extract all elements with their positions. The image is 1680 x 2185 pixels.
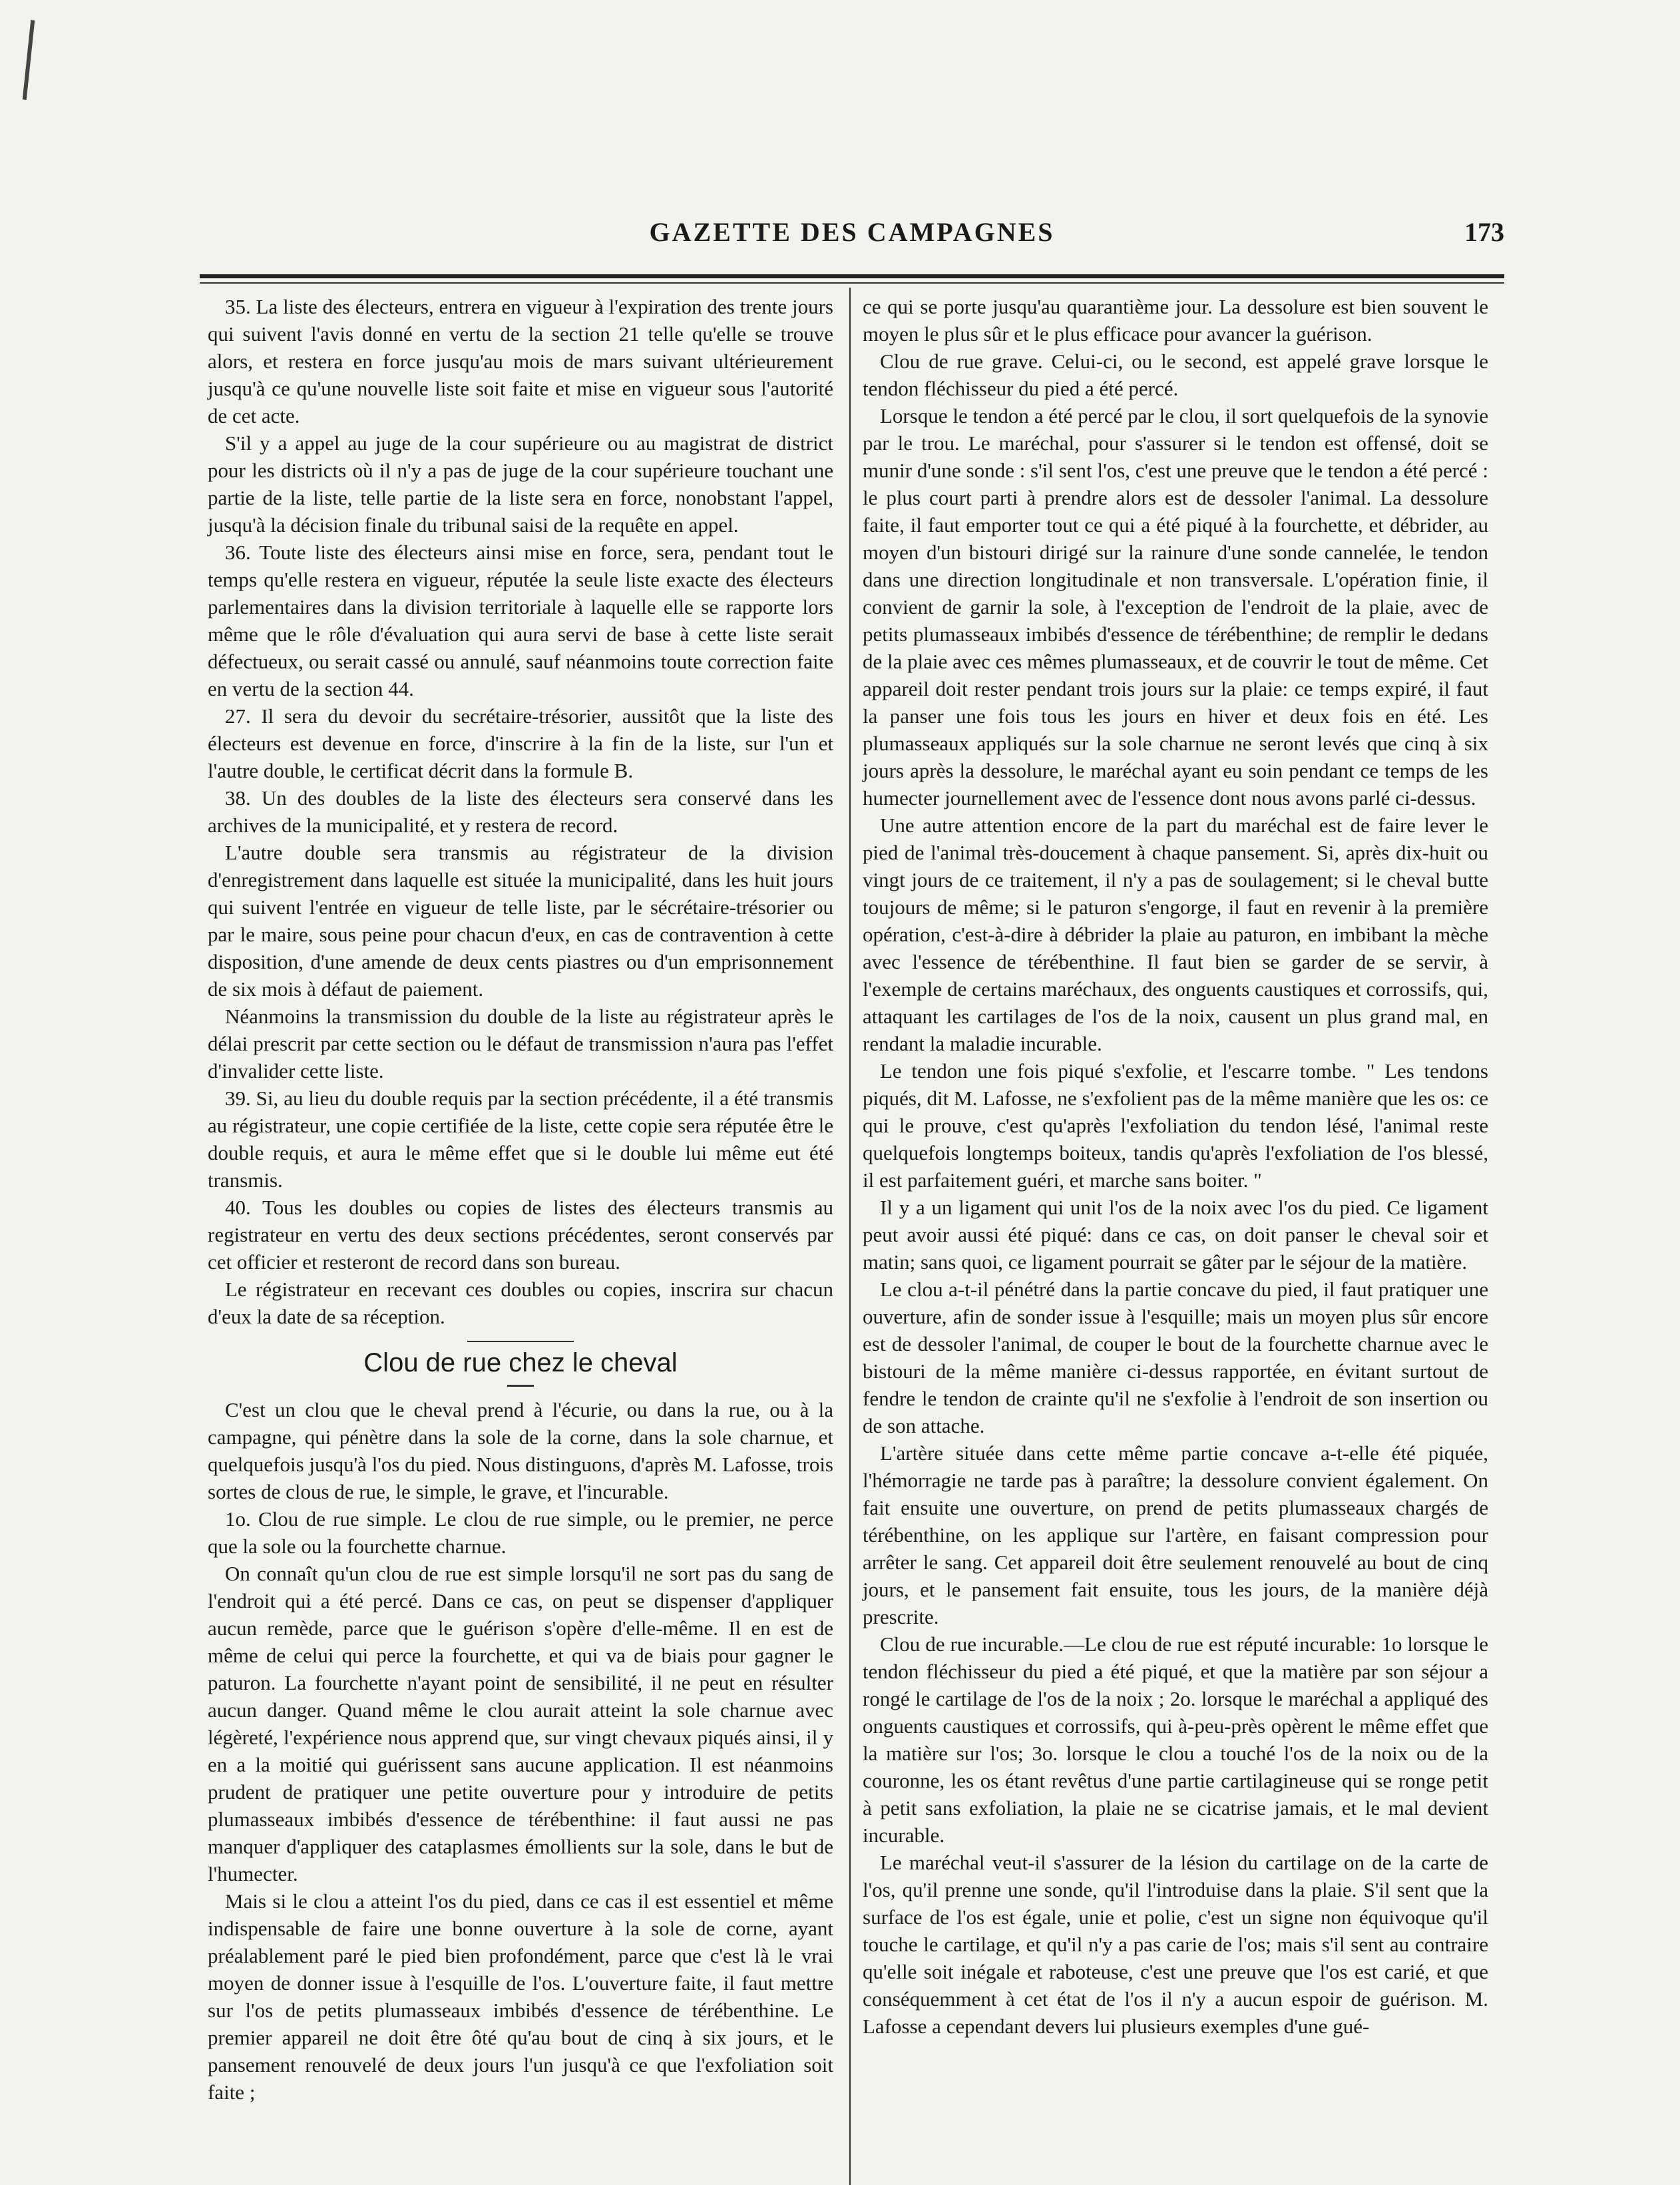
page-number: 173	[1464, 217, 1504, 247]
column-divider	[849, 288, 851, 2185]
paragraph: Une autre attention encore de la part du maréchal est de faire lever le pied de l'animal très-doucement à chaque pansement. Si, après dix-huit ou vingt jours de ce traitement, il n'y a pas de soulagement; si le cheval butte toujours de même; si le paturon s'engorge, il faut en revenir à la première opération, c'est-à-dire à débrider la plaie au paturon, en imbibant la mèche avec l'essence de térébenthine. Il faut bien se garder de se servir, à l'exemple de certains maréchaux, des onguents caustiques et corrossifs, qui, attaquant les cartilages de l'os de la noix, causent un plus grand mal, en rendant la maladie incurable.	[863, 814, 1488, 1055]
paragraph: L'autre double sera transmis au régistrateur de la division d'enregistrement dans laquelle est située la municipalité, dans les huit jours qui suivent l'entrée en vigueur de telle liste, par le sécrétaire-trésorier ou par le maire, sous peine pour chacun d'eux, en cas de contravention à cette disposition, d'une amende de deux cents piastres ou d'un emprisonnement de six mois à défaut de paiement.	[208, 841, 833, 1001]
left-column	[208, 293, 833, 2106]
right-column	[863, 293, 1488, 2040]
paragraph: 38. Un des doubles de la liste des électeurs sera conservé dans les archives de la municipalité, et y restera de record.	[208, 786, 833, 837]
header-rule-thin	[200, 282, 1504, 284]
margin-mark	[23, 20, 35, 100]
article-title: Clou de rue chez le cheval	[363, 1348, 678, 1377]
paragraph: 1o. Clou de rue simple. Le clou de rue simple, ou le premier, ne perce que la sole ou la fourchette charnue.	[208, 1507, 833, 1558]
paragraph: 35. La liste des électeurs, entrera en vigueur à l'expiration des trente jours qui suivent l'avis donné en vertu de la section 21 telle qu'elle se trouve alors, et restera en force jusqu'au mois de mars suivant ultérieurement jusqu'à ce qu'une nouvelle liste soit faite et mise en vigueur sous l'autorité de cet acte.	[208, 295, 833, 427]
paragraph: 36. Toute liste des électeurs ainsi mise en force, sera, pendant tout le temps qu'elle restera en vigueur, réputée la seule liste exacte des électeurs parlementaires dans la division territoriale à laquelle elle se rapporte lors même que le rôle d'évaluation qui aura servi de base à cette liste serait défectueux, ou serait cassé ou annulé, sauf néanmoins toute correction faite en vertu de la section 44.	[208, 541, 833, 700]
masthead-title: GAZETTE DES CAMPAGNES	[649, 217, 1055, 247]
paragraph: Mais si le clou a atteint l'os du pied, dans ce cas il est essentiel et même indispensable de faire une bonne ouverture à la sole de corne, ayant préalablement paré le pied bien profondément, parce que c'est là le vrai moyen de donner issue à l'esquille de l'os. L'ouverture faite, il faut mettre sur l'os de petits plumasseaux imbibés d'essence de térébenthine. Le premier appareil ne doit être ôté qu'au bout de cinq à six jours, et le pansement renouvelé de deux jours l'un jusqu'à ce que l'exfoliation soit faite ;	[208, 1889, 833, 2104]
paragraph: Le régistrateur en recevant ces doubles ou copies, inscrira sur chacun d'eux la date de sa réception.	[208, 1278, 833, 1328]
paragraph: Le clou a-t-il pénétré dans la partie concave du pied, il faut pratiquer une ouverture, afin de sonder issue à l'esquille; mais un moyen plus sûr encore est de dessoler l'animal, de couper le bout de la fourchette charnue avec le bistouri de la même manière ci-dessus rapportée, en évitant surtout de fendre le tendon de crainte qu'il ne s'exfolie à l'endroit de son insertion ou de son attache.	[863, 1278, 1488, 1437]
paragraph: ce qui se porte jusqu'au quarantième jour. La dessolure est bien souvent le moyen le plus sûr et le plus efficace pour avancer la guérison.	[863, 295, 1488, 346]
paragraph: Clou de rue grave. Celui-ci, ou le second, est appelé grave lorsque le tendon fléchisseur du pied a été percé.	[863, 350, 1488, 400]
paragraph: Le maréchal veut-il s'assurer de la lésion du cartilage on de la carte de l'os, qu'il prenne une sonde, qu'il l'introduise dans la plaie. S'il sent que la surface de l'os est égale, unie et polie, c'est un signe non équivoque qu'il touche le cartilage, et qu'il n'y a pas carie de l'os; mais s'il sent au contraire qu'elle soit inégale et raboteuse, c'est une preuve que l'os est carié, et que conséquemment à cet état de l'os il n'y a aucun espoir de guérison. M. Lafosse a cependant devers lui plusieurs exemples d'une gué-	[863, 1851, 1488, 2038]
header-rule-thick	[200, 274, 1504, 278]
article-heading	[208, 1341, 833, 1387]
paragraph: 27. Il sera du devoir du secrétaire-trésorier, aussitôt que la liste des électeurs est devenue en force, d'inscrire à la fin de la liste, sur l'un et l'autre double, le certificat décrit dans la formule B.	[208, 704, 833, 782]
paragraph: On connaît qu'un clou de rue est simple lorsqu'il ne sort pas du sang de l'endroit qui a été percé. Dans ce cas, on peut se dispenser d'appliquer aucun remède, parce que le guérison s'opère d'elle-même. Il en est de même de celui qui perce la fourchette, et qui va de biais pour gagner le paturon. La fourchette n'ayant point de sensibilité, il ne peut en résulter aucun danger. Quand même le clou aurait atteint la sole charnue avec légèreté, l'expérience nous apprend que, sur vingt chevaux piqués ainsi, il y en a la moitié qui guérissent sans aucune application. Il est néanmoins prudent de pratiquer une petite ouverture pour y introduire de petits plumasseaux imbibés d'essence de térébenthine: il faut aussi ne pas manquer d'appliquer des cataplasmes émollients sur la sole, dans le but de l'humecter.	[208, 1562, 833, 1885]
paragraph: Le tendon une fois piqué s'exfolie, et l'escarre tombe. " Les tendons piqués, dit M. Lafosse, ne s'exfolient pas de la même manière que les os: ce qui le prouve, c'est qu'après l'exfoliation du tendon lésé, l'animal reste quelquefois longtemps boiteux, tandis qu'après l'exfoliation de l'os blessé, il est parfaitement guéri, et marche sans boiter. "	[863, 1059, 1488, 1192]
page-header	[200, 216, 1504, 256]
paragraph: Néanmoins la transmission du double de la liste au régistrateur après le délai prescrit par cette section ou le défaut de transmission n'aura pas l'effet d'invalider cette liste.	[208, 1005, 833, 1083]
heading-underline	[507, 1385, 534, 1387]
heading-rule	[467, 1341, 574, 1342]
paragraph: Clou de rue incurable.—Le clou de rue est réputé incurable: 1o lorsque le tendon fléchisseur du pied a été piqué, et que la matière par son séjour a rongé le cartilage de l'os de la noix ; 2o. lorsque le maréchal a appliqué des onguents caustiques et corrossifs, qui à-peu-près opèrent le même effet que la matière sur l'os; 3o. lorsque le clou a touché l'os de la noix ou de la couronne, les os étant revêtus d'une partie cartilagineuse qui se ronge petit à petit sans exfoliation, la plaie ne se cicatrise jamais, et le mal devient incurable.	[863, 1632, 1488, 1847]
paragraph: 40. Tous les doubles ou copies de listes des électeurs transmis au registrateur en vertu des deux sections précédentes, seront conservés par cet officier et resteront de record dans son bureau.	[208, 1196, 833, 1274]
paragraph: Lorsque le tendon a été percé par le clou, il sort quelquefois de la synovie par le trou. Le maréchal, pour s'assurer si le tendon est offensé, doit se munir d'une sonde : s'il sent l'os, c'est une preuve que le tendon a été percé : le plus court parti à prendre alors est de dessoler l'animal. La dessolure faite, il faut emporter tout ce qui a été piqué à la fourchette, et débrider, au moyen d'un bistouri dirigé sur la rainure d'une sonde cannelée, le tendon dans une direction longitudinale et non transversale. L'opération finie, il convient de garnir la sole, à l'exception de l'endroit de la plaie, avec de petits plumasseaux imbibés d'essence de térébenthine; de remplir le dedans de la plaie avec ces mêmes plumasseaux, et de couvrir le tout de même. Cet appareil doit rester pendant trois jours sur la plaie: ce temps expiré, il faut la panser une fois tous les jours en hiver et deux fois en été. Les plumasseaux appliqués sur la sole charnue ne seront levés que cinq à six jours après la dessolure, le maréchal ayant eu soin pendant ce temps de les humecter journellement avec de l'essence dont nous avons parlé ci-dessus.	[863, 404, 1488, 810]
paragraph: L'artère située dans cette même partie concave a-t-elle été piquée, l'hémorragie ne tarde pas à paraître; la dessolure convient également. On fait ensuite une ouverture, on prend de petits plumasseaux chargés de térébenthine, on les applique sur l'artère, en faisant compression pour arrêter le sang. Cet appareil doit être seulement renouvelé au bout de cinq jours, et le pansement fait ensuite, tous les jours, de la manière déjà prescrite.	[863, 1441, 1488, 1628]
paragraph: C'est un clou que le cheval prend à l'écurie, ou dans la rue, ou à la campagne, qui pénètre dans la sole de la corne, dans la sole charnue, et quelquefois jusqu'à l'os du pied. Nous distinguons, d'après M. Lafosse, trois sortes de clous de rue, le simple, le grave, et l'incurable.	[208, 1398, 833, 1503]
paragraph: 39. Si, au lieu du double requis par la section précédente, il a été transmis au régistrateur, une copie certifiée de la liste, cette copie sera réputée être le double requis, et aura le même effet que si le double lui même eut été transmis.	[208, 1087, 833, 1192]
paragraph: S'il y a appel au juge de la cour supérieure ou au magistrat de district pour les districts où il n'y a pas de juge de la cour supérieure touchant une partie de la liste, telle partie de la liste sera en force, nonobstant l'appel, jusqu'à la décision finale du tribunal saisi de la requête en appel.	[208, 431, 833, 537]
paragraph: Il y a un ligament qui unit l'os de la noix avec l'os du pied. Ce ligament peut avoir aussi été piqué: dans ce cas, on doit panser le cheval soir et matin; sans quoi, ce ligament pourrait se gâter par le séjour de la matière.	[863, 1196, 1488, 1274]
